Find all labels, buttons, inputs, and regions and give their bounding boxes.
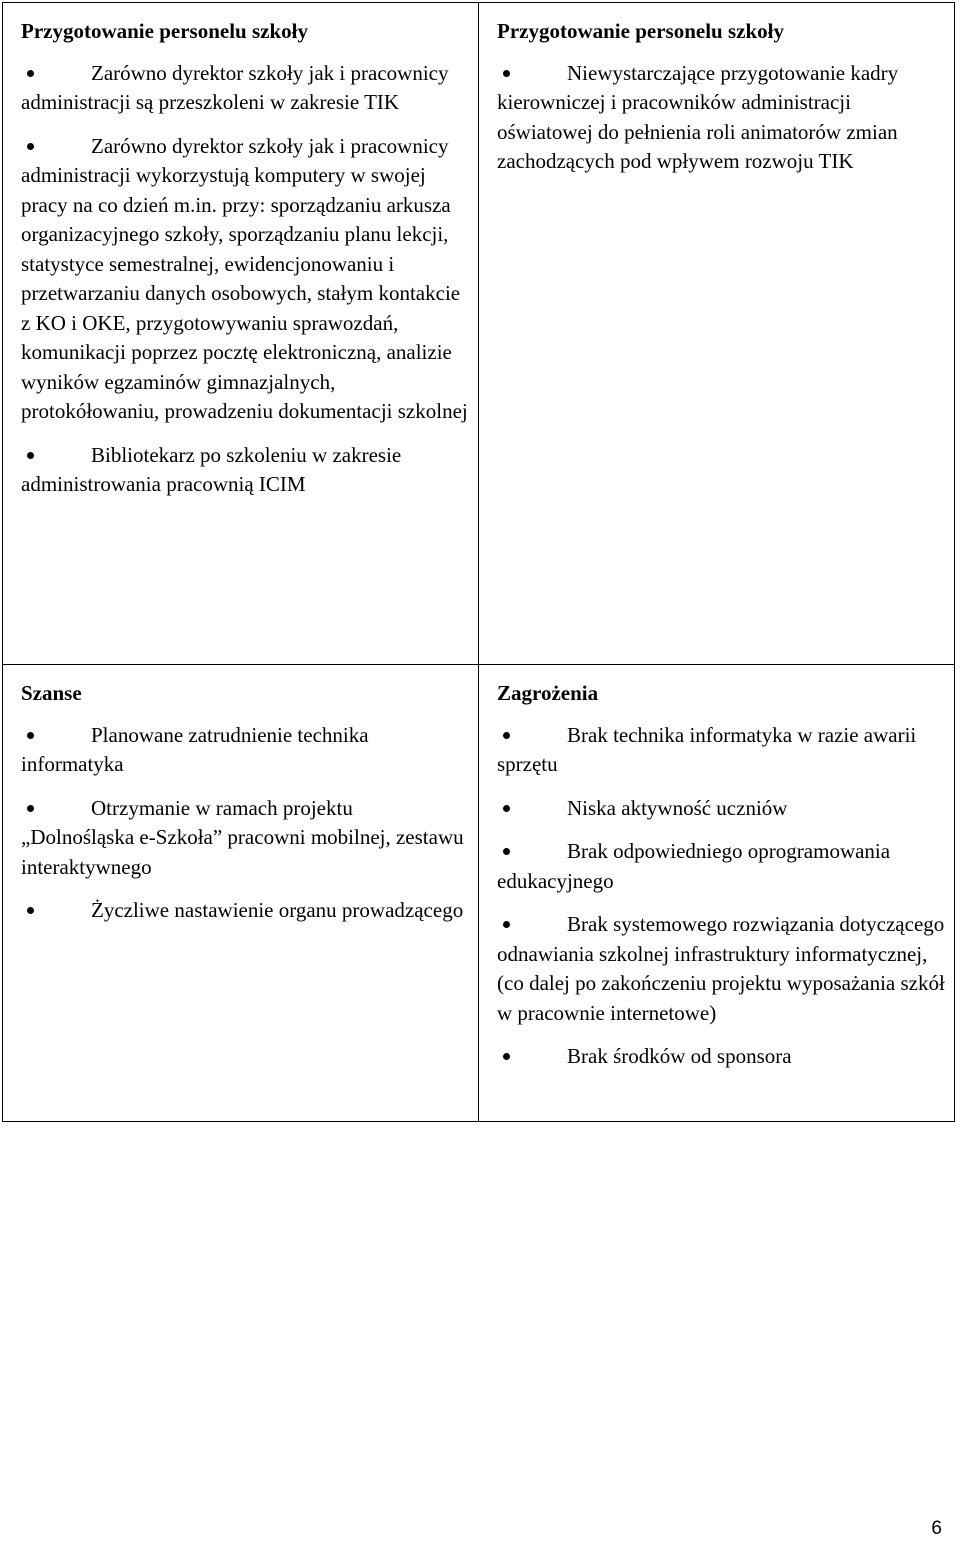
list-item	[497, 721, 946, 780]
opportunities-heading: Szanse	[21, 681, 82, 705]
bullet-icon	[27, 452, 34, 459]
weaknesses-cell	[479, 3, 955, 665]
table-row	[3, 3, 955, 665]
bullet-icon	[27, 143, 34, 150]
list-item	[497, 1042, 946, 1072]
bullet-icon	[503, 1053, 510, 1060]
list-item	[497, 910, 946, 1028]
list-item	[21, 794, 468, 883]
list-item-text: Planowane zatrudnienie technika informatyka	[21, 722, 369, 776]
list-item-text: Niska aktywność uczniów	[567, 795, 788, 820]
list-item-text: Brak technika informatyka w razie awarii sprzętu	[497, 722, 917, 776]
bullet-icon	[503, 70, 510, 77]
table-row	[3, 665, 955, 1122]
list-item-text: Brak systemowego rozwiązania dotyczącego odnawiania szkolnej infrastruktury informatycznej, (co dalej po zakończeniu projektu wyposażania szkół w pracownie internetowe)	[497, 912, 945, 1025]
bullet-icon	[503, 805, 510, 812]
weaknesses-heading: Przygotowanie personelu szkoły	[497, 19, 784, 43]
list-item-text: Zarówno dyrektor szkoły jak i pracownicy administracji wykorzystują komputery w swojej pracy na co dzień m.in. przy: sporządzaniu arkusza organizacyjnego szkoły, sporządzaniu planu lekcji, statystyce semestralnej, ewidencjonowaniu i przetwarzaniu danych osobowych, stałym kontakcie z KO i OKE, przygotowywaniu sprawozdań, komunikacji poprzez pocztę elektroniczną, analizie wyników egzaminów gimnazjalnych, protokółowaniu, prowadzeniu dokumentacji szkolnej	[21, 133, 468, 423]
list-item	[21, 441, 468, 500]
list-item	[497, 794, 946, 824]
strengths-cell	[3, 3, 479, 665]
list-item	[497, 837, 946, 896]
threats-heading: Zagrożenia	[497, 681, 599, 705]
list-item-text: Brak odpowiedniego oprogramowania edukacyjnego	[497, 839, 891, 893]
list-item-text: Bibliotekarz po szkoleniu w zakresie administrowania pracownią ICIM	[21, 442, 402, 496]
bullet-icon	[27, 805, 34, 812]
list-item	[21, 132, 468, 427]
list-item	[497, 59, 946, 177]
bullet-icon	[27, 732, 34, 739]
page-number: 6	[931, 1518, 942, 1539]
list-item-text: Zarówno dyrektor szkoły jak i pracownicy administracji są przeszkoleni w zakresie TIK	[21, 60, 449, 114]
bullet-icon	[27, 907, 34, 914]
bullet-icon	[503, 732, 510, 739]
list-item	[21, 721, 468, 780]
bullet-icon	[503, 848, 510, 855]
list-item-text: Niewystarczające przygotowanie kadry kierowniczej i pracowników administracji oświatowej do pełnienia roli animatorów zmian zachodzących pod wpływem rozwoju TIK	[497, 60, 899, 173]
opportunities-cell	[3, 665, 479, 1122]
swot-table	[2, 2, 955, 1122]
list-item	[21, 896, 468, 926]
bullet-icon	[503, 921, 510, 928]
list-item-text: Otrzymanie w ramach projektu „Dolnośląska e-Szkoła” pracowni mobilnej, zestawu interaktywnego	[21, 795, 464, 879]
list-item-text: Brak środków od sponsora	[567, 1044, 792, 1068]
bullet-icon	[27, 70, 34, 77]
strengths-heading: Przygotowanie personelu szkoły	[21, 19, 308, 43]
threats-cell	[479, 665, 955, 1122]
list-item	[21, 59, 468, 118]
list-item-text: Życzliwe nastawienie organu prowadzącego	[91, 898, 464, 922]
